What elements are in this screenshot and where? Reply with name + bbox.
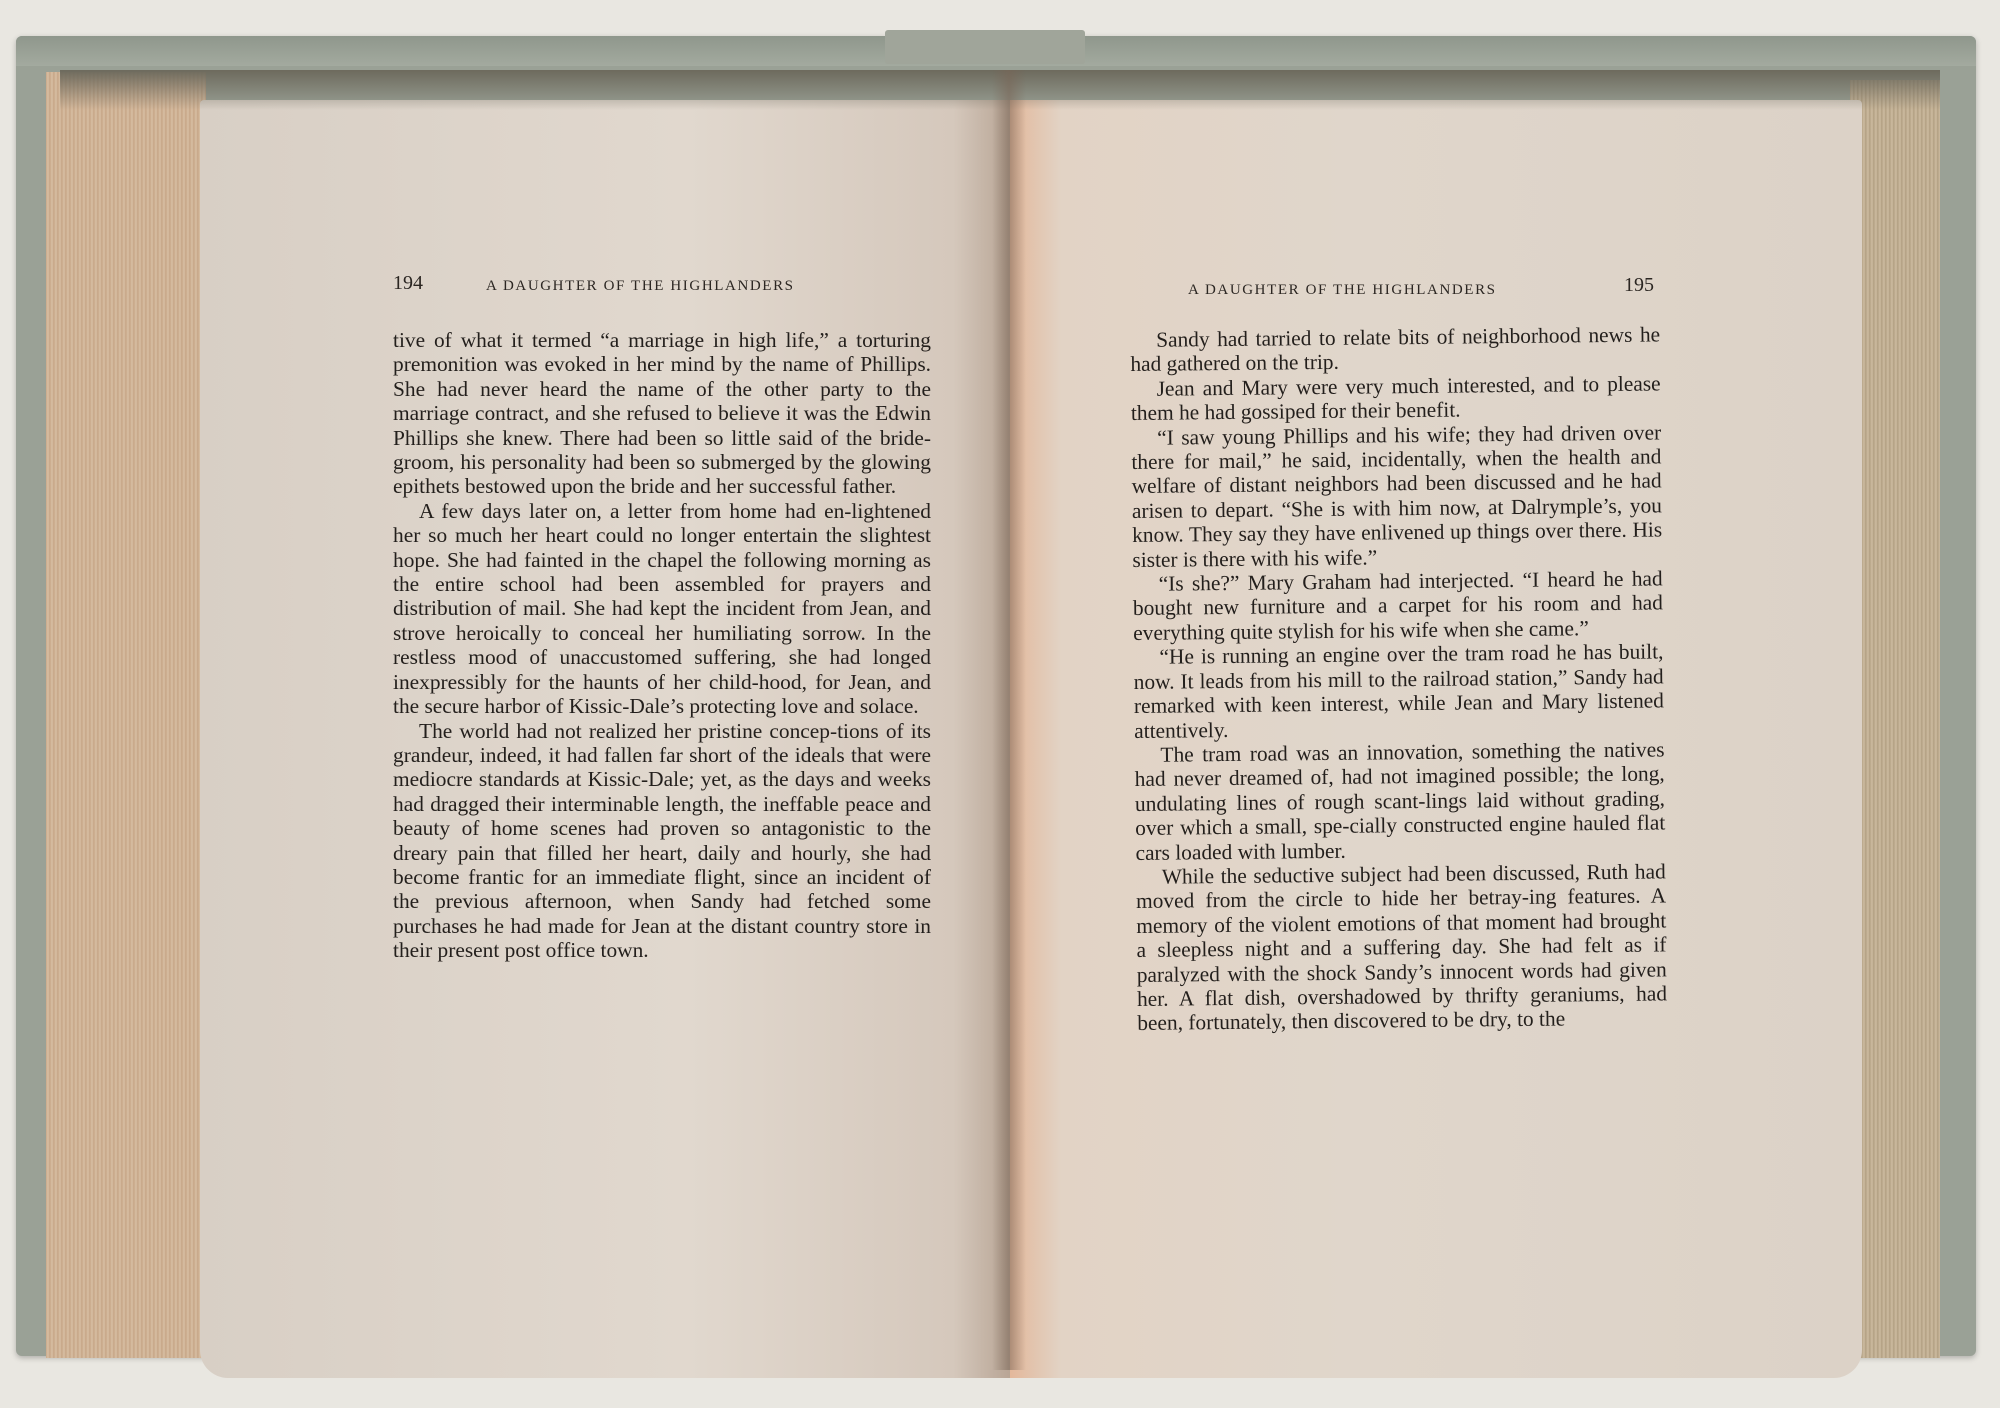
right-page-header xyxy=(1188,274,1658,316)
right-running-title: A DAUGHTER OF THE HIGHLANDERS xyxy=(1188,282,1497,298)
right-page-number: 195 xyxy=(1624,274,1654,296)
paragraph: While the seductive subject had been discussed, Ruth had moved from the circle to hide her betray-ing features. A memory of the violent emotions of that moment had brought a sleepless night and a suffering day. She had felt as if paralyzed with the shock Sandy’s innocent words had given her. A flat dish, overshadowed by thrifty geraniums, had been, fortunately, then discovered to be dry, to the xyxy=(1135,859,1668,1036)
paragraph: tive of what it termed “a marriage in high life,” a torturing premonition was evoked in her mind by the name of Phillips. She had never heard the name of the other party to the marriage contract, and she refused to believe it was the Edwin Phillips she knew. There had been so little said of the bride-groom, his personality had been so submerged by the glowing epithets bestowed upon the bride and her successful father. xyxy=(393,328,931,499)
paragraph: “He is running an engine over the tram road he has built, now. It leads from his mill to the railroad station,” Sandy had remarked with keen interest, while Jean and Mary listened attentively. xyxy=(1133,639,1665,743)
left-page-number: 194 xyxy=(393,272,423,294)
left-page-header xyxy=(393,272,933,312)
left-page-body xyxy=(393,328,931,963)
spine-top xyxy=(885,30,1085,64)
paragraph: Sandy had tarried to relate bits of neighborhood news he had gathered on the trip. xyxy=(1130,322,1661,377)
paragraph: The world had not realized her pristine concep-tions of its grandeur, indeed, it had fallen far short of the ideals that were mediocre standards at Kissic-Dale; yet, as the days and weeks had dragged their interminable length, the ineffable peace and beauty of home scenes had proven so antagonistic to the dreary pain that filled her heart, daily and hourly, she had become frantic for an immediate flight, since an incident of the previous afternoon, when Sandy had fetched some purchases he had made for Jean at the distant country store in their present post office town. xyxy=(393,718,931,963)
paragraph: “I saw young Phillips and his wife; they had driven over there for mail,” he said, incidentally, when the health and welfare of distant neighbors had been discussed and he had arisen to depart. “She is with him now, at Dalrymple’s, you know. They say they have enlivened up things over there. His sister is there with his wife.” xyxy=(1131,420,1663,572)
paragraph: A few days later on, a letter from home had en-lightened her so much her heart could no longer entertain the slightest hope. She had fainted in the chapel the following morning as the entire school had been assembled for prayers and distribution of mail. She had kept the incident from Jean, and strove heroically to conceal her humiliating sorrow. In the restless mood of unaccustomed suffering, she had longed inexpressibly for the haunts of her child-hood, for Jean, and the secure harbor of Kissic-Dale’s protecting love and solace. xyxy=(393,498,931,719)
left-page-edges xyxy=(46,72,206,1358)
right-page-body xyxy=(1130,322,1667,1035)
left-running-title: A DAUGHTER OF THE HIGHLANDERS xyxy=(486,278,795,294)
right-page-edges xyxy=(1850,80,1940,1358)
book-gutter xyxy=(992,70,1026,1370)
paragraph: “Is she?” Mary Graham had interjected. “I heard he had bought new furniture and a carpet for his room and had everything quite stylish for his wife when she came.” xyxy=(1132,566,1664,645)
paragraph: Jean and Mary were very much interested, and to please them he had gossiped for their benefit. xyxy=(1130,371,1661,426)
paragraph: The tram road was an innovation, something the natives had never dreamed of, had not imagined possible; the long, undulating lines of rough scant-lings laid without grading, over which a small, spe-cially constructed engine hauled flat cars loaded with lumber. xyxy=(1134,737,1666,865)
